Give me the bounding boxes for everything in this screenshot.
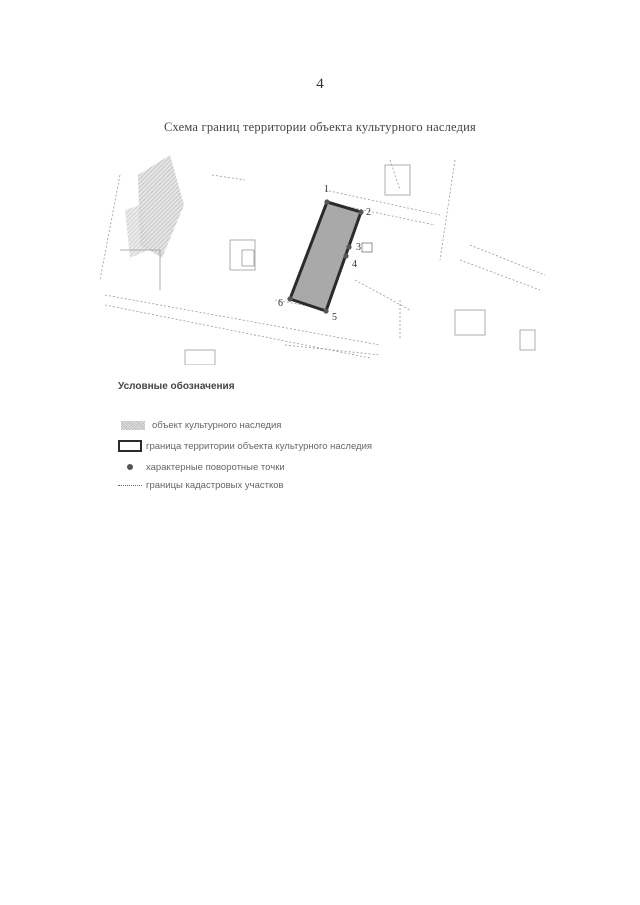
background-buildings [125,155,184,258]
scheme-title: Схема границ территории объекта культурного наследия [163,120,477,134]
page-number: 4 [316,76,324,92]
legend-title: Условные обозначения [118,381,235,392]
legend-item-territory-boundary [118,439,372,453]
legend-label: объект культурного наследия [152,419,282,431]
turning-point-2 [358,209,363,214]
turning-point-3 [346,244,351,249]
turning-point-5 [323,308,328,313]
legend-label: границы кадастровых участков [146,479,284,491]
legend-item-cadastral-boundaries [118,478,284,492]
point-label-4: 4 [352,259,357,270]
boundary-box-icon [118,440,142,452]
point-label-6: 6 [278,298,283,309]
point-dot-icon [118,461,142,473]
turning-point-4 [343,253,348,258]
point-label-5: 5 [332,312,337,323]
point-label-2: 2 [366,207,371,218]
heritage-hatch-icon [121,421,145,430]
turning-point-6 [287,296,292,301]
legend-item-turning-points [118,460,285,474]
point-label-3: 3 [356,242,361,253]
cadastral-map [100,150,545,365]
dotted-line-icon [118,479,142,491]
heritage-object-area [290,202,361,311]
heritage-territory [290,202,372,311]
legend-label: граница территории объекта культурного наследия [146,440,373,452]
legend-label: характерные поворотные точки [146,461,285,473]
legend-item-heritage-object [118,418,281,432]
point-label-1: 1 [324,184,329,195]
turning-point-1 [324,199,329,204]
